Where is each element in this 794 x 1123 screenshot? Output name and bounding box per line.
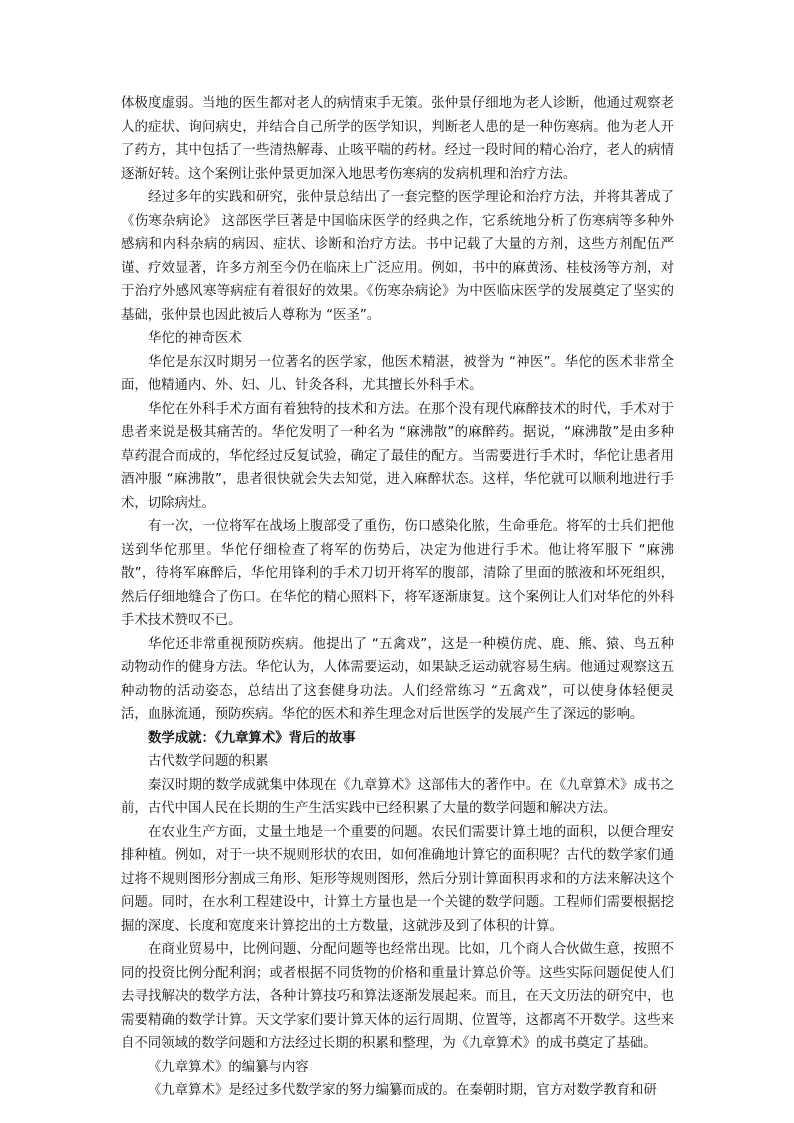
document-page bbox=[121, 92, 674, 1103]
paragraph-mafeisan: 华佗在外科手术方面有着独特的技术和方法。在那个没有现代麻醉技术的时代，手术对于患者来说是极其痛苦的。华佗发明了一种名为 “麻沸散”的麻醉药。据说，“麻沸散”是由多种草药混合而成的，华佗经过反复试验，确定了最佳的配方。当需要进行手术时，华佗让患者用酒冲服 “麻沸散”，患者很快就会失去知觉，进入麻醉状态。这样，华佗就可以顺利地进行手术，切除病灶。 bbox=[121, 401, 674, 511]
paragraph-general-surgery: 有一次，一位将军在战场上腹部受了重伤，伤口感染化脓，生命垂危。将军的士兵们把他送到华佗那里。华佗仔细检查了将军的伤势后，决定为他进行手术。他让将军服下 “麻沸散”，待将军麻醉后，华佗用锋利的手术刀切开将军的腹部，清除了里面的脓液和坏死组织，然后仔细地缝合了伤口。在华佗的精心照料下，将军逐渐康复。这个案例让人们对华佗的外科手术技术赞叹不已。 bbox=[121, 519, 674, 628]
paragraph-jiuzhang-compile: 《九章算术》是经过多代数学家的努力编纂而成的。在秦朝时期，官方对数学教育和研 bbox=[148, 1083, 657, 1098]
paragraph-wuqinxi: 华佗还非常重视预防疾病。他提出了 “五禽戏”，这是一种模仿虎、鹿、熊、猿、鸟五种动物动作的健身方法。华佗认为，人体需要运动，如果缺乏运动就容易生病。他通过观察这五种动物的活动姿态，总结出了这套健身功法。人们经常练习 “五禽戏”，可以使身体轻便灵活，血脉流通，预防疾病。华佗的医术和养生理念对后世医学的发展产生了深远的影响。 bbox=[121, 636, 674, 722]
paragraph-shanghan-zabing-lun: 经过多年的实践和研究，张仲景总结出了一套完整的医学理论和治疗方法，并将其著成了《伤寒杂病论》 这部医学巨著是中国临床医学的经典之作，它系统地分析了伤寒病等多种外感病和内科杂病的病因、症状、诊断和治疗方法。书中记载了大量的方剂，这些方剂配伍严谨、疗效显著，许多方剂至今仍在临床上广泛应用。例如，书中的麻黄汤、桂枝汤等方剂，对于治疗外感风寒等病症有着很好的效果。《伤寒杂病论》为中医临床医学的发展奠定了坚实的基础，张仲景也因此被后人尊称为 “医圣”。 bbox=[121, 190, 674, 323]
subheading-math-problems: 古代数学问题的积累 bbox=[148, 754, 269, 769]
paragraph-jiuzhang-intro: 秦汉时期的数学成就集中体现在《九章算术》这部伟大的著作中。在《九章算术》成书之前，古代中国人民在长期的生产生活实践中已经积累了大量的数学问题和解决方法。 bbox=[121, 777, 674, 816]
subheading-jiuzhang-compile: 《九章算术》的编纂与内容 bbox=[148, 1059, 309, 1075]
paragraph-agriculture: 在农业生产方面，丈量土地是一个重要的问题。农民们需要计算土地的面积，以便合理安排种植。例如，对于一块不规则形状的农田，如何准确地计算它的面积呢？古代的数学家们通过将不规则图形分割成三角形、矩形等规则图形，然后分别计算面积再求和的方法来解决这个问题。同时，在水利工程建设中，计算土方量也是一个关键的数学问题。工程师们需要根据挖掘的深度、长度和宽度来计算挖出的土方数量，这就涉及到了体积的计算。 bbox=[121, 824, 674, 934]
paragraph-huatuo-intro: 华佗是东汉时期另一位著名的医学家，他医术精湛，被誉为 “神医”。华佗的医术非常全面，他精通内、外、妇、儿、针灸各科，尤其擅长外科手术。 bbox=[121, 354, 674, 393]
paragraph-commerce: 在商业贸易中，比例问题、分配问题等也经常出现。比如，几个商人合伙做生意，按照不同的投资比例分配利润；或者根据不同货物的价格和重量计算总价等。这些实际问题促使人们去寻找解决的数学方法，各种计算技巧和算法逐渐发展起来。而且，在天文历法的研究中，也需要精确的数学计算。天文学家们要计算天体的运行周期、位置等，这都离不开数学。这些来自不同领域的数学问题和方法经过长期的积累和整理，为《九章算术》的成书奠定了基础。 bbox=[121, 942, 674, 1051]
paragraph-zhang-case-end: 体极度虚弱。当地的医生都对老人的病情束手无策。张仲景仔细地为老人诊断，他通过观察老人的症状、询问病史，并结合自己所学的医学知识，判断老人患的是一种伤寒病。他为老人开了药方，其中包括了一些清热解毒、止咳平喘的药材。经过一段时间的精心治疗，老人的病情逐渐好转。这个案例让张仲景更加深入地思考伤寒病的发病机理和治疗方法。 bbox=[121, 96, 674, 182]
subheading-huatuo: 华佗的神奇医术 bbox=[148, 331, 242, 346]
section-title-math: 数学成就：《九章算术》背后的故事 bbox=[148, 729, 356, 746]
